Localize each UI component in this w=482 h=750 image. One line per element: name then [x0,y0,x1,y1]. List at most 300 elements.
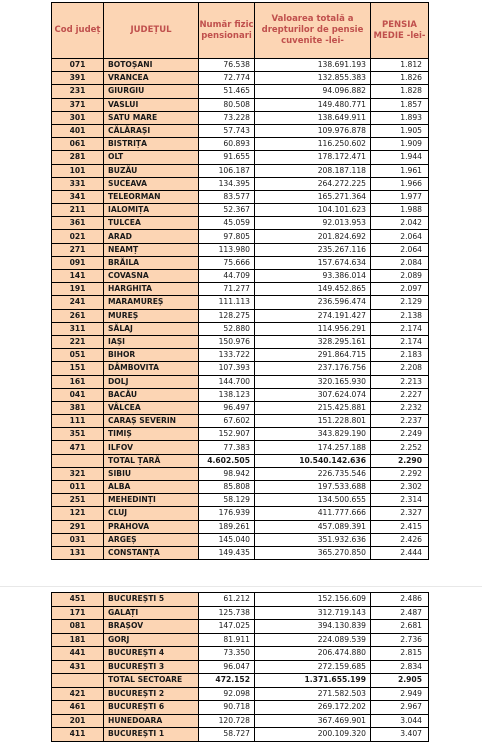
cell-total-value: 226.735.546 [255,467,371,480]
cell-county: VASLUI [104,98,199,111]
cell-avg-pension: 2.084 [371,256,429,269]
cell-pensioners: 67.602 [199,415,255,428]
header-county: JUDEȚUL [104,3,199,59]
cell-pensioners: 150.976 [199,335,255,348]
cell-total-value: 274.191.427 [255,309,371,322]
cell-avg-pension: 1.828 [371,85,429,98]
cell-total-value: 264.272.225 [255,177,371,190]
cell-total-value: 1.371.655.199 [255,674,371,688]
table-row [52,520,429,533]
cell-avg-pension: 1.905 [371,124,429,137]
cell-county: COVASNA [104,270,199,283]
cell-county: ARGEȘ [104,533,199,546]
cell-avg-pension: 2.064 [371,243,429,256]
pension-table-top [51,2,429,560]
cell-code: 101 [52,164,104,177]
cell-county: BUCUREȘTI 1 [104,728,199,742]
cell-pensioners: 83.577 [199,190,255,203]
cell-pensioners: 145.040 [199,533,255,546]
cell-pensioners: 57.743 [199,124,255,137]
cell-pensioners: 176.939 [199,507,255,520]
cell-avg-pension: 1.812 [371,59,429,72]
cell-avg-pension: 2.290 [371,454,429,467]
cell-pensioners: 60.893 [199,138,255,151]
cell-county: TOTAL SECTOARE [104,674,199,688]
table-row [52,59,429,72]
cell-pensioners: 76.538 [199,59,255,72]
cell-code [52,454,104,467]
cell-total-value: 312.719.143 [255,606,371,620]
cell-avg-pension: 1.961 [371,164,429,177]
cell-code: 371 [52,98,104,111]
cell-code: 171 [52,606,104,620]
cell-county: BUCUREȘTI 3 [104,660,199,674]
cell-total-value: 208.187.118 [255,164,371,177]
table-row [52,349,429,362]
cell-pensioners: 45.059 [199,217,255,230]
table-header-row [52,3,429,59]
cell-county: SIBIU [104,467,199,480]
cell-code: 191 [52,283,104,296]
cell-code: 221 [52,335,104,348]
table-body-bottom [52,593,429,742]
cell-total-value: 320.165.930 [255,375,371,388]
cell-code: 351 [52,428,104,441]
cell-code: 231 [52,85,104,98]
cell-county: BRĂILA [104,256,199,269]
cell-avg-pension: 1.893 [371,111,429,124]
table-row [52,620,429,634]
table-row [52,401,429,414]
cell-avg-pension: 2.249 [371,428,429,441]
table-row [52,701,429,715]
cell-total-value: 151.228.801 [255,415,371,428]
table-row [52,687,429,701]
cell-code: 131 [52,546,104,559]
cell-total-value: 138.649.911 [255,111,371,124]
cell-county: ILFOV [104,441,199,454]
table-row [52,256,429,269]
cell-county: BUCUREȘTI 2 [104,687,199,701]
cell-avg-pension: 2.815 [371,647,429,661]
cell-code: 361 [52,217,104,230]
cell-avg-pension: 2.736 [371,633,429,647]
cell-total-value: 174.257.188 [255,441,371,454]
cell-code: 021 [52,230,104,243]
cell-code: 291 [52,520,104,533]
table-row [52,177,429,190]
cell-county: SĂLAJ [104,322,199,335]
table-row [52,660,429,674]
cell-code: 331 [52,177,104,190]
cell-avg-pension: 2.252 [371,441,429,454]
table-row [52,507,429,520]
cell-total-value: 206.474.880 [255,647,371,661]
cell-avg-pension: 2.444 [371,546,429,559]
cell-code: 121 [52,507,104,520]
header-pensioners: Număr fizic pensionari [199,3,255,59]
cell-pensioners: 77.383 [199,441,255,454]
table-row [52,138,429,151]
cell-avg-pension: 2.183 [371,349,429,362]
cell-code: 461 [52,701,104,715]
cell-total-value: 138.691.193 [255,59,371,72]
cell-county: CĂLĂRAȘI [104,124,199,137]
page-break-divider [0,586,482,587]
cell-pensioners: 128.275 [199,309,255,322]
table-row [52,309,429,322]
cell-code: 031 [52,533,104,546]
table-row [52,85,429,98]
cell-avg-pension: 3.407 [371,728,429,742]
cell-avg-pension: 1.988 [371,204,429,217]
header-total-value: Valoarea totală a drepturilor de pensie cuvenite -lei- [255,3,371,59]
table-row [52,533,429,546]
table-row [52,151,429,164]
cell-avg-pension: 2.208 [371,362,429,375]
cell-pensioners: 106.187 [199,164,255,177]
cell-pensioners: 120.728 [199,714,255,728]
cell-total-value: 235.267.116 [255,243,371,256]
cell-total-value: 10.540.142.636 [255,454,371,467]
cell-pensioners: 72.774 [199,72,255,85]
cell-code: 431 [52,660,104,674]
cell-code: 261 [52,309,104,322]
cell-pensioners: 144.700 [199,375,255,388]
cell-code: 421 [52,687,104,701]
cell-total-value: 328.295.161 [255,335,371,348]
header-code: Cod județ [52,3,104,59]
cell-county: BUCUREȘTI 6 [104,701,199,715]
cell-county: GORJ [104,633,199,647]
cell-pensioners: 52.367 [199,204,255,217]
cell-avg-pension: 2.097 [371,283,429,296]
table-row [52,728,429,742]
cell-code [52,674,104,688]
cell-county: TULCEA [104,217,199,230]
cell-avg-pension: 2.064 [371,230,429,243]
cell-avg-pension: 2.232 [371,401,429,414]
cell-pensioners: 71.277 [199,283,255,296]
cell-pensioners: 4.602.505 [199,454,255,467]
header-avg-pension: PENSIA MEDIE -lei- [371,3,429,59]
cell-code: 441 [52,647,104,661]
cell-avg-pension: 2.415 [371,520,429,533]
cell-pensioners: 44.709 [199,270,255,283]
cell-total-value: 157.674.634 [255,256,371,269]
cell-avg-pension: 1.909 [371,138,429,151]
cell-total-value: 215.425.881 [255,401,371,414]
cell-avg-pension: 2.129 [371,296,429,309]
cell-code: 391 [52,72,104,85]
table-row [52,243,429,256]
cell-county: MUREȘ [104,309,199,322]
cell-code: 251 [52,494,104,507]
cell-county: IAȘI [104,335,199,348]
cell-avg-pension: 2.237 [371,415,429,428]
cell-total-value: 307.624.074 [255,388,371,401]
cell-avg-pension: 2.227 [371,388,429,401]
cell-code: 071 [52,59,104,72]
cell-pensioners: 147.025 [199,620,255,634]
cell-pensioners: 58.129 [199,494,255,507]
cell-code: 081 [52,620,104,634]
cell-avg-pension: 1.977 [371,190,429,203]
cell-county: BUCUREȘTI 4 [104,647,199,661]
cell-county: DÂMBOVITA [104,362,199,375]
table-row [52,467,429,480]
cell-pensioners: 107.393 [199,362,255,375]
cell-pensioners: 91.655 [199,151,255,164]
cell-county: OLT [104,151,199,164]
cell-county: BOTOȘANI [104,59,199,72]
table-row [52,481,429,494]
pension-table-bottom [51,592,429,742]
table-row [52,494,429,507]
table-row [52,441,429,454]
cell-total-value: 149.452.865 [255,283,371,296]
table-row [52,98,429,111]
cell-avg-pension: 2.089 [371,270,429,283]
cell-pensioners: 189.261 [199,520,255,533]
cell-code: 141 [52,270,104,283]
cell-avg-pension: 2.834 [371,660,429,674]
cell-pensioners: 73.228 [199,111,255,124]
cell-total-value: 165.271.364 [255,190,371,203]
cell-county: TIMIȘ [104,428,199,441]
cell-pensioners: 111.113 [199,296,255,309]
cell-pensioners: 58.727 [199,728,255,742]
cell-code: 201 [52,714,104,728]
table-row [52,111,429,124]
cell-avg-pension: 2.681 [371,620,429,634]
cell-code: 241 [52,296,104,309]
table-row [52,546,429,559]
cell-pensioners: 73.350 [199,647,255,661]
cell-code: 301 [52,111,104,124]
cell-avg-pension: 2.302 [371,481,429,494]
table-row [52,296,429,309]
cell-county: VRANCEA [104,72,199,85]
cell-total-value: 93.386.014 [255,270,371,283]
cell-pensioners: 97.805 [199,230,255,243]
cell-total-value: 178.172.471 [255,151,371,164]
cell-county: MEHEDINȚI [104,494,199,507]
cell-total-value: 92.013.953 [255,217,371,230]
cell-avg-pension: 2.174 [371,322,429,335]
cell-avg-pension: 1.966 [371,177,429,190]
table-row [52,72,429,85]
cell-pensioners: 125.738 [199,606,255,620]
cell-total-value: 272.159.685 [255,660,371,674]
cell-code: 401 [52,124,104,137]
cell-total-value: 411.777.666 [255,507,371,520]
cell-county: HARGHITA [104,283,199,296]
cell-county: GIURGIU [104,85,199,98]
table-row [52,217,429,230]
cell-county: BUZĂU [104,164,199,177]
cell-code: 181 [52,633,104,647]
cell-code: 111 [52,415,104,428]
cell-avg-pension: 1.826 [371,72,429,85]
cell-avg-pension: 2.292 [371,467,429,480]
cell-total-value: 224.089.539 [255,633,371,647]
cell-code: 051 [52,349,104,362]
cell-pensioners: 85.808 [199,481,255,494]
cell-county: BRAȘOV [104,620,199,634]
cell-county: BUCUREȘTI 5 [104,593,199,607]
cell-avg-pension: 2.213 [371,375,429,388]
cell-code: 471 [52,441,104,454]
cell-code: 281 [52,151,104,164]
table-row [52,230,429,243]
cell-code: 211 [52,204,104,217]
cell-code: 271 [52,243,104,256]
cell-pensioners: 96.047 [199,660,255,674]
cell-pensioners: 80.508 [199,98,255,111]
cell-total-value: 351.932.636 [255,533,371,546]
cell-pensioners: 472.152 [199,674,255,688]
cell-code: 041 [52,388,104,401]
cell-total-value: 132.855.383 [255,72,371,85]
cell-avg-pension: 2.967 [371,701,429,715]
cell-total-value: 343.829.190 [255,428,371,441]
cell-pensioners: 61.212 [199,593,255,607]
cell-county: BIHOR [104,349,199,362]
cell-pensioners: 81.911 [199,633,255,647]
cell-pensioners: 90.718 [199,701,255,715]
cell-county: DOLJ [104,375,199,388]
cell-avg-pension: 2.314 [371,494,429,507]
cell-total-value: 269.172.202 [255,701,371,715]
table-row [52,190,429,203]
cell-county: HUNEDOARA [104,714,199,728]
cell-pensioners: 75.666 [199,256,255,269]
cell-county: SATU MARE [104,111,199,124]
cell-code: 011 [52,481,104,494]
cell-county: BISTRIȚA [104,138,199,151]
cell-avg-pension: 2.486 [371,593,429,607]
table-row [52,606,429,620]
table-row [52,322,429,335]
cell-code: 061 [52,138,104,151]
cell-pensioners: 149.435 [199,546,255,559]
cell-total-value: 457.089.391 [255,520,371,533]
cell-total-value: 104.101.623 [255,204,371,217]
cell-county: CLUJ [104,507,199,520]
table-row [52,633,429,647]
table-row [52,270,429,283]
cell-code: 341 [52,190,104,203]
cell-county: TELEORMAN [104,190,199,203]
cell-total-value: 116.250.602 [255,138,371,151]
cell-avg-pension: 2.327 [371,507,429,520]
cell-county: IALOMIȚA [104,204,199,217]
cell-total-value: 236.596.474 [255,296,371,309]
cell-code: 151 [52,362,104,375]
cell-pensioners: 98.942 [199,467,255,480]
cell-code: 311 [52,322,104,335]
cell-total-value: 200.109.320 [255,728,371,742]
cell-avg-pension: 2.487 [371,606,429,620]
cell-code: 161 [52,375,104,388]
table-row [52,124,429,137]
cell-total-value: 152.156.609 [255,593,371,607]
cell-pensioners: 51.465 [199,85,255,98]
cell-code: 091 [52,256,104,269]
cell-avg-pension: 1.857 [371,98,429,111]
cell-county: SUCEAVA [104,177,199,190]
cell-avg-pension: 2.426 [371,533,429,546]
total-row [52,674,429,688]
cell-total-value: 394.130.839 [255,620,371,634]
cell-total-value: 134.500.655 [255,494,371,507]
table-row [52,335,429,348]
cell-county: PRAHOVA [104,520,199,533]
cell-avg-pension: 3.044 [371,714,429,728]
cell-avg-pension: 2.042 [371,217,429,230]
cell-pensioners: 152.907 [199,428,255,441]
cell-code: 381 [52,401,104,414]
cell-total-value: 367.469.901 [255,714,371,728]
cell-avg-pension: 2.905 [371,674,429,688]
total-row [52,454,429,467]
cell-avg-pension: 1.944 [371,151,429,164]
cell-total-value: 365.270.850 [255,546,371,559]
cell-code: 411 [52,728,104,742]
cell-total-value: 291.864.715 [255,349,371,362]
table-row [52,714,429,728]
table-body-top [52,59,429,560]
table-row [52,428,429,441]
cell-county: BACĂU [104,388,199,401]
cell-total-value: 271.582.503 [255,687,371,701]
cell-county: ALBA [104,481,199,494]
cell-pensioners: 134.395 [199,177,255,190]
cell-county: VÂLCEA [104,401,199,414]
cell-pensioners: 92.098 [199,687,255,701]
table-row [52,362,429,375]
cell-total-value: 197.533.688 [255,481,371,494]
cell-county: NEAMȚ [104,243,199,256]
cell-code: 451 [52,593,104,607]
cell-avg-pension: 2.949 [371,687,429,701]
cell-total-value: 201.824.692 [255,230,371,243]
cell-total-value: 109.976.878 [255,124,371,137]
table-row [52,164,429,177]
table-row [52,375,429,388]
cell-county: GALAȚI [104,606,199,620]
cell-total-value: 149.480.771 [255,98,371,111]
cell-county: MARAMUREȘ [104,296,199,309]
cell-total-value: 237.176.756 [255,362,371,375]
cell-total-value: 94.096.882 [255,85,371,98]
table-row [52,388,429,401]
cell-pensioners: 52.880 [199,322,255,335]
cell-pensioners: 138.123 [199,388,255,401]
cell-total-value: 114.956.291 [255,322,371,335]
table-row [52,593,429,607]
cell-county: ARAD [104,230,199,243]
table-row [52,204,429,217]
cell-county: TOTAL ȚARĂ [104,454,199,467]
cell-county: CARAȘ SEVERIN [104,415,199,428]
cell-avg-pension: 2.174 [371,335,429,348]
cell-code: 321 [52,467,104,480]
cell-county: CONSTANȚA [104,546,199,559]
cell-pensioners: 113.980 [199,243,255,256]
table-row [52,415,429,428]
